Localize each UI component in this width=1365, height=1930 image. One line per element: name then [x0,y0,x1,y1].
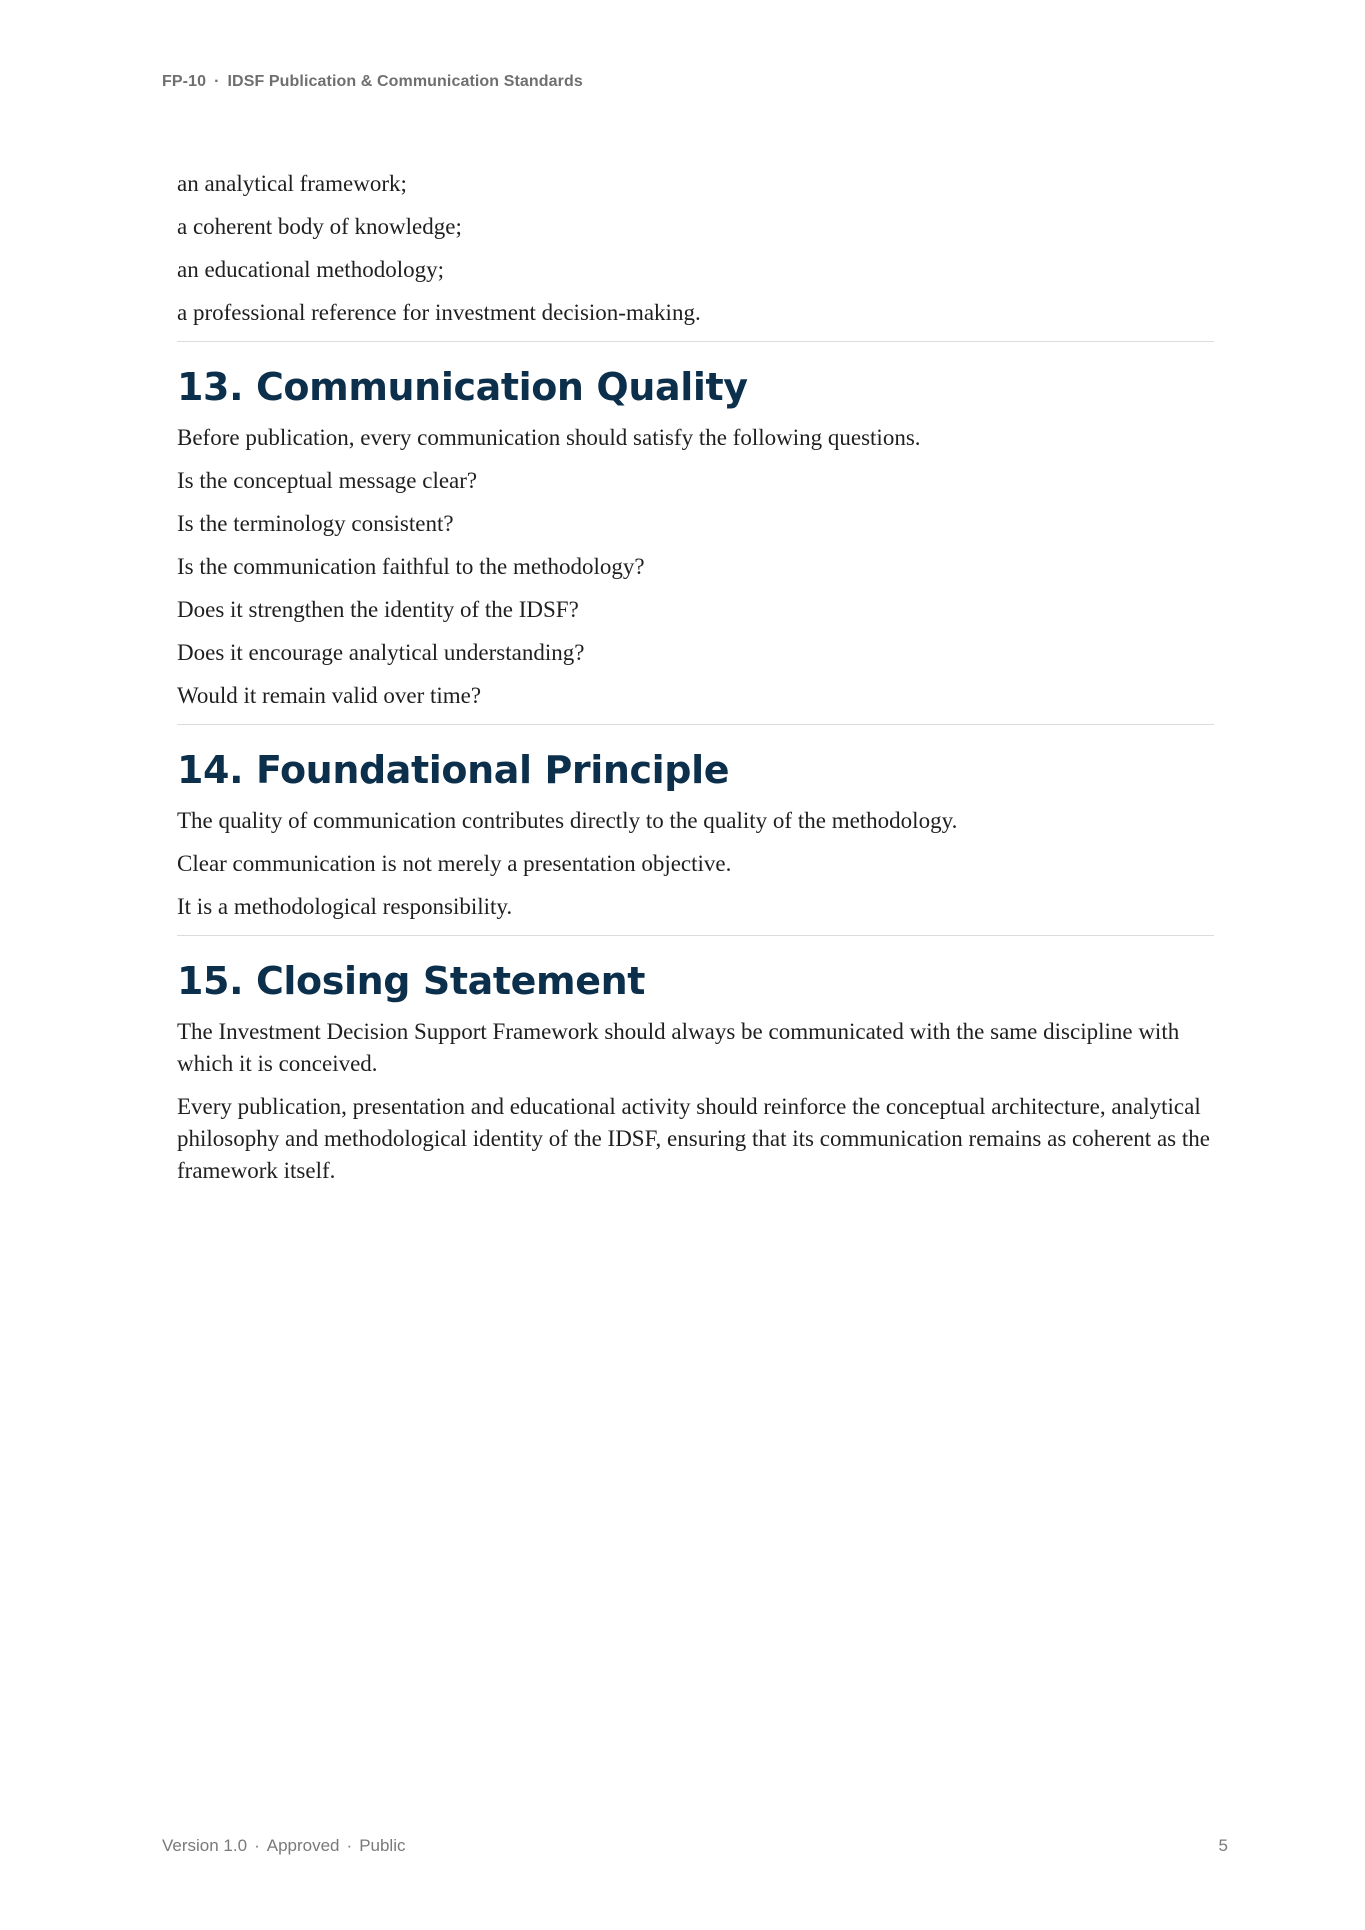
section-divider [177,724,1214,725]
section-closing-statement [177,958,1214,1187]
section-divider [177,341,1214,342]
section-line: Would it remain valid over time? [177,683,482,708]
doc-title: IDSF Publication & Communication Standards [227,73,583,90]
page-number: 5 [1218,1836,1228,1855]
header-separator: · [214,73,220,90]
doc-code: FP-10 [162,73,207,90]
footer-version: Version 1.0 [162,1836,248,1855]
section-foundational-principle [177,747,1214,923]
section-line: Before publication, every communication should satisfy the following questions. [177,425,921,450]
section-paragraph: Every publication, presentation and educational activity should reinforce the conceptual architecture, analytical philosophy and methodological identity of the IDSF, ensuring that its communication remains as coherent as the framework itself. [177,1094,1210,1183]
footer-status: Approved [266,1836,340,1855]
footer-separator: · [254,1836,260,1855]
footer-separator: · [346,1836,353,1855]
section-line: It is a methodological responsibility. [177,894,513,919]
section-heading: 15. Closing Statement [177,959,645,1003]
section-line: The quality of communication contributes directly to the quality of the methodology. [177,808,958,833]
section-heading: 13. Communication Quality [177,365,748,409]
section-divider [177,935,1214,936]
section-line: Does it strengthen the identity of the IDSF? [177,597,579,622]
intro-list-item: a coherent body of knowledge; [177,214,462,239]
section-line: Clear communication is not merely a presentation objective. [177,851,732,876]
running-header [162,73,583,91]
footer-classification: Public [359,1836,406,1855]
intro-list [177,168,1214,329]
page-footer [162,1836,406,1856]
section-communication-quality [177,364,1214,712]
section-line: Is the conceptual message clear? [177,468,478,493]
section-line: Does it encourage analytical understanding? [177,640,585,665]
section-line: Is the terminology consistent? [177,511,454,536]
intro-list-item: an analytical framework; [177,171,407,196]
intro-list-item: an educational methodology; [177,257,444,282]
section-paragraph: The Investment Decision Support Framework should always be communicated with the same discipline with which it is conceived. [177,1019,1180,1076]
section-heading: 14. Foundational Principle [177,748,730,792]
page-content [177,168,1214,1198]
intro-list-item: a professional reference for investment decision-making. [177,300,701,325]
section-line: Is the communication faithful to the methodology? [177,554,645,579]
